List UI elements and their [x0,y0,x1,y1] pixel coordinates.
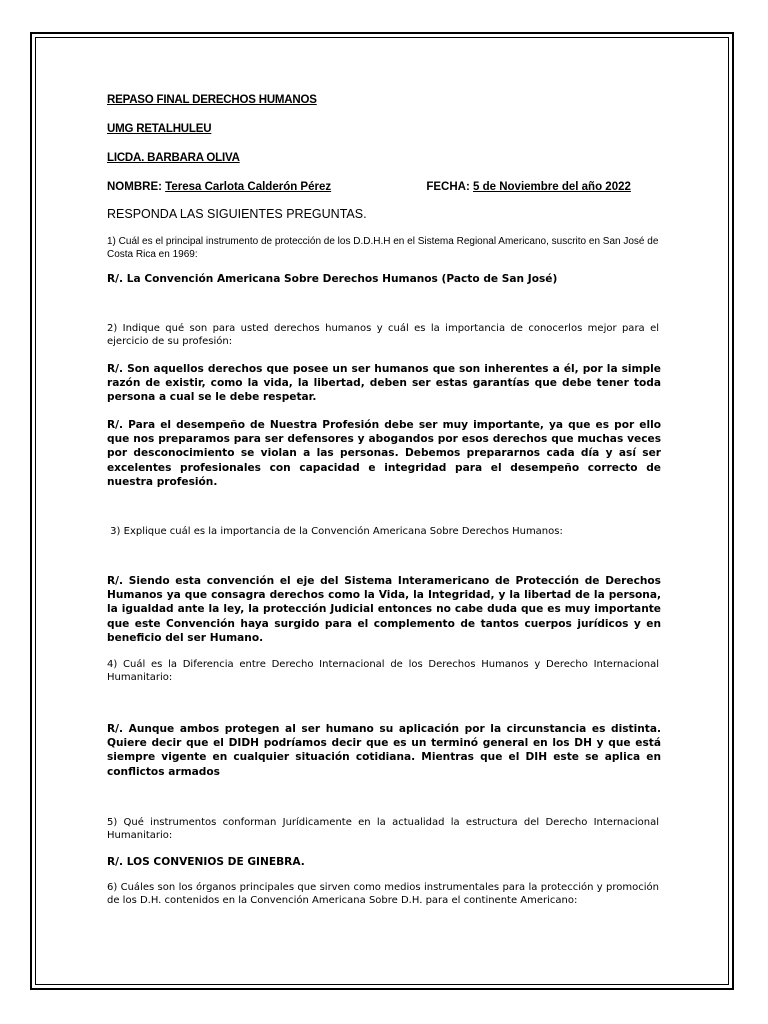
question-2: 2) Indique qué son para usted derechos humanos y cuál es la importancia de conocerlos mejor para el ejercicio de su profesión: [107,323,659,347]
question-6: 6) Cuáles son los órganos principales que sirven como medios instrumentales para la protección y promoción de los D.H. contenidos en la Convención Americana Sobre D.H. para el continente Americano: [107,882,659,906]
question-5: 5) Qué instrumentos conforman Jurídicamente en la actualidad la estructura del Derecho Internacional Humanitario: [107,817,659,841]
question-4: 4) Cuál es la Diferencia entre Derecho Internacional de los Derechos Humanos y Derecho Internacional Humanitario: [107,659,659,683]
university-name: UMG RETALHULEU [107,123,212,135]
answer-3: R/. Siendo esta convención el eje del Sistema Interamericano de Protección de Derechos Humanos ya que consagra derechos como la Vida, la Integridad, y la libertad de la persona, la igualdad ante la ley, la protección Judicial entonces no cabe duda que es muy importante que este Convención haya surgido para el complemento de tantos cuerpos jurídicos y en beneficio del ser Humano. [107,575,661,644]
answer-2b: R/. Para el desempeño de Nuestra Profesión debe ser muy importante, ya que es por ello que nos preparamos para ser defensores y abogandos por esos derechos que muchas veces por desconocimiento se violan a las personas. Debemos prepararnos cada día y así ser excelentes profesionales con capacidad e integridad para el desempeño correcto de nuestra profesión. [107,419,661,488]
answer-2a: R/. Son aquellos derechos que posee un ser humanos que son inherentes a él, por la simple razón de existir, como la vida, la libertad, deben ser estas garantías que debe tener toda persona a cual se le debe respetar. [107,363,661,404]
question-1: 1) Cuál es el principal instrumento de protección de los D.D.H.H en el Sistema Regional Americano, suscrito en San José de Costa Rica en 1969: [107,236,659,260]
teacher-name: LICDA. BARBARA OLIVA [107,152,240,164]
answer-5: R/. LOS CONVENIOS DE GINEBRA. [107,856,305,868]
name-line [107,181,649,193]
question-3: 3) Explique cuál es la importancia de la Convención Americana Sobre Derechos Humanos: [107,526,563,537]
answer-4: R/. Aunque ambos protegen al ser humano su aplicación por la circunstancia es distinta. Quiere decir que el DIDH podríamos decir que es un terminó general en los DH y que está siempre vigente en cualquier situación cotidiana. Mientras que el DIH este se aplica en conflictos armados [107,723,661,778]
page-border-inner [35,37,729,985]
name-label: NOMBRE: [107,181,162,193]
document-title: REPASO FINAL DERECHOS HUMANOS [107,94,317,106]
name-value: Teresa Carlota Calderón Pérez [165,181,332,193]
date-value: 5 de Noviembre del año 2022 [473,181,631,193]
instructions: RESPONDA LAS SIGUIENTES PREGUNTAS. [107,207,367,221]
answer-1: R/. La Convención Americana Sobre Derechos Humanos (Pacto de San José) [107,273,558,285]
date-label: FECHA: [426,181,470,193]
